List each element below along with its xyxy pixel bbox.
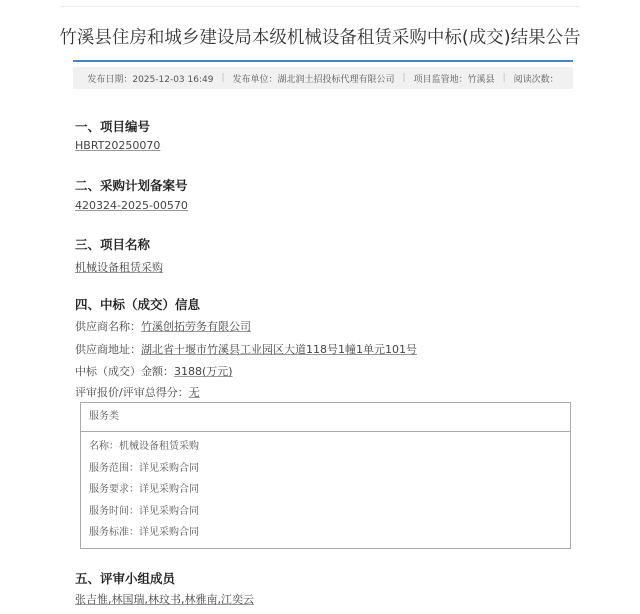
title-underline bbox=[73, 60, 573, 62]
table-row: 服务范围：详见采购合同 bbox=[89, 462, 199, 474]
page-title: 竹溪县住房和城乡建设局本级机械设备租赁采购中标(成交)结果公告 bbox=[59, 28, 581, 48]
divider bbox=[60, 6, 580, 7]
supervision-location: 项目监管地：竹溪县 bbox=[413, 74, 495, 85]
label: 供应商名称： bbox=[75, 320, 141, 333]
service-table bbox=[80, 402, 571, 549]
supplier-address-row bbox=[75, 341, 417, 357]
score: 无 bbox=[188, 386, 200, 399]
table-row: 服务要求：详见采购合同 bbox=[89, 484, 199, 495]
publisher: 发布单位：湖北润土招投标代理有限公司 bbox=[232, 74, 395, 85]
review-panel-members: 张吉惟,林国瑞,林玟书,林雅南,江奕云 bbox=[75, 593, 254, 606]
section-heading: 五、评审小组成员 bbox=[75, 571, 176, 586]
view-count: 阅读次数： bbox=[513, 74, 559, 85]
amount-row bbox=[75, 363, 233, 379]
score-row bbox=[75, 384, 200, 400]
label: 供应商地址： bbox=[75, 343, 141, 356]
project-number: HBRT20250070 bbox=[75, 139, 161, 152]
publish-date: 发布日期：2025-12-03 16:49 bbox=[87, 74, 214, 85]
service-table-header: 服务类 bbox=[81, 403, 570, 432]
table-row: 名称：机械设备租赁采购 bbox=[89, 441, 199, 452]
project-name: 机械设备租赁采购 bbox=[75, 261, 163, 274]
supplier-address: 湖北省十堰市竹溪县工业园区大道118号1幢1单元101号 bbox=[141, 343, 417, 356]
info-bar: 发布日期：2025-12-03 16:49 | 发布单位：湖北润土招投标代理有限公司 | 项目监管地：竹溪县 | 阅读次数： bbox=[73, 67, 573, 89]
table-row: 服务时间：详见采购合同 bbox=[89, 505, 199, 517]
table-row: 服务标准：详见采购合同 bbox=[89, 527, 199, 538]
section-heading: 三、项目名称 bbox=[75, 237, 151, 252]
amount: 3188(万元) bbox=[174, 365, 233, 378]
plan-record-number: 420324-2025-00570 bbox=[75, 199, 188, 212]
label: 评审报价/评审总得分： bbox=[75, 386, 189, 399]
supplier-name-row bbox=[75, 318, 251, 334]
section-heading: 一、项目编号 bbox=[75, 119, 151, 134]
supplier-name: 竹溪创拓劳务有限公司 bbox=[141, 320, 251, 333]
label: 中标（成交）金额： bbox=[75, 365, 174, 378]
section-heading: 四、中标（成交）信息 bbox=[75, 297, 201, 312]
section-heading: 二、采购计划备案号 bbox=[75, 178, 188, 193]
